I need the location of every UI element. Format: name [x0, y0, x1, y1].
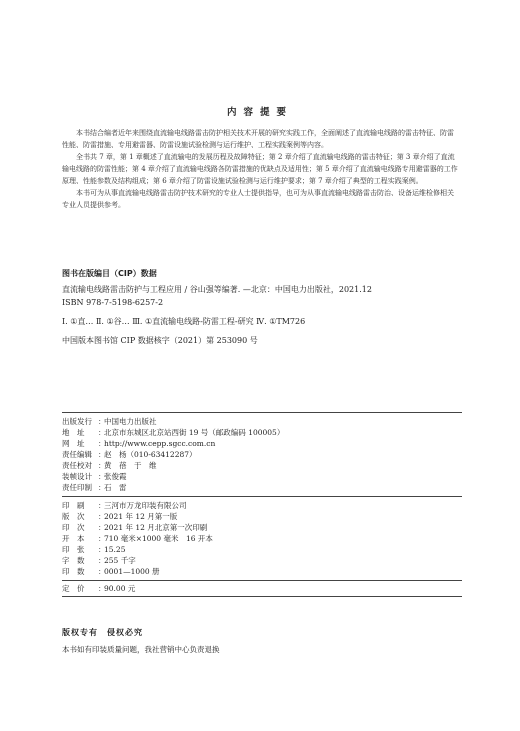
colophon-value: 中国电力出版社 — [104, 417, 157, 426]
colophon-value: http://www.cepp.sgcc.com.cn — [104, 439, 216, 448]
colophon-label: 责任编辑 — [62, 450, 92, 459]
colophon-row: 版 次 ： 2021 年 12 月第一版 — [62, 511, 462, 522]
colophon-value: 2021 年 12 月第一版 — [104, 512, 178, 521]
colophon-row: 定 价 ： 90.00 元 — [62, 583, 462, 594]
colophon-value: 15.25 — [104, 545, 126, 554]
colophon-row: 印 刷 ： 三河市万龙印装有限公司 — [62, 500, 462, 511]
colophon-value: 三河市万龙印装有限公司 — [104, 501, 187, 510]
colophon-value: 255 千字 — [104, 556, 136, 565]
colophon-label: 责任印制 — [62, 483, 92, 492]
abstract-title: 内容提要 — [226, 107, 293, 118]
colophon-value: 90.00 元 — [104, 584, 136, 593]
colophon-label: 印 张 — [62, 545, 85, 554]
abstract-text — [62, 127, 460, 211]
colophon-row: 印 次 ： 2021 年 12 月北京第一次印刷 — [62, 522, 462, 533]
cip-record — [62, 283, 482, 347]
rights-notice-title: 版权专有 侵权必究 — [62, 628, 143, 637]
cip-isbn: ISBN 978-7-5198-6257-2 — [62, 298, 164, 307]
colophon-row: 开 本 ： 710 毫米×1000 毫米 16 开本 — [62, 533, 462, 544]
colophon-label: 印 数 — [62, 567, 85, 576]
divider — [62, 596, 462, 597]
abstract-paragraph: 本书可为从事直流输电线路雷击防护技术研究的专业人士提供指导，也可为从事直流输电线路雷击防治、设备运维检修相关专业人员提供参考。 — [62, 189, 454, 209]
colophon-label: 责任校对 — [62, 461, 92, 470]
colophon-row: 网 址 ： http://www.cepp.sgcc.com.cn — [62, 438, 462, 449]
colophon-row: 出版发行 ： 中国电力出版社 — [62, 416, 462, 427]
colophon-label: 字 数 — [62, 556, 85, 565]
cip-record-number: 中国版本图书馆 CIP 数据核字（2021）第 253090 号 — [62, 336, 258, 345]
colophon-row: 印 数 ： 0001—1000 册 — [62, 566, 462, 577]
colophon-label: 出版发行 — [62, 417, 92, 426]
colophon-row: 字 数 ： 255 千字 — [62, 555, 462, 566]
colophon-row: 装帧设计 ： 张俊霞 — [62, 471, 462, 482]
colophon-value: 赵 杨（010-63412287） — [104, 450, 197, 459]
abstract-paragraph: 本书结合编者近年来围绕直流输电线路雷击防护相关技术开展的研究实践工作，全面阐述了直流输电线路的雷击特征、防雷性能、防雷措施、专用避雷器、防雷设施试验检测与运行维护、工程实践案例等内容。 — [62, 129, 454, 149]
colophon-row: 印 张 ： 15.25 — [62, 544, 462, 555]
cip-title: 图书在版编目（CIP）数据 — [62, 269, 157, 278]
price-group — [62, 581, 462, 596]
colophon-value: 710 毫米×1000 毫米 16 开本 — [104, 534, 213, 543]
colophon-value: 2021 年 12 月北京第一次印刷 — [104, 523, 208, 532]
colophon-label: 定 价 — [62, 584, 85, 593]
publisher-group — [62, 413, 462, 496]
colophon-table — [62, 412, 462, 597]
rights-notice-text: 本书如有印装质量问题，我社营销中心负责退换 — [62, 645, 220, 654]
colophon-label: 印 次 — [62, 523, 85, 532]
colophon-value: 0001—1000 册 — [104, 567, 160, 576]
abstract-paragraph: 全书共 7 章，第 1 章概述了直流输电的发展历程及故障特征；第 2 章介绍了直流输电线路的雷击特征；第 3 章介绍了直流输电线路的防雷性能；第 4 章介绍了直流输电线路各防雷措施的优缺点及适用性；第 5 章介绍了直流输电线路专用避雷器的工作原理、性能参数及结构组成；第 6 章介绍了防雷设施试验检测与运行维护要求；第 7 章介绍了典型的工程实践案例。 — [62, 153, 458, 185]
colophon-value: 张俊霞 — [104, 472, 127, 481]
colophon-label: 开 本 — [62, 534, 85, 543]
colophon-label: 装帧设计 — [62, 472, 92, 481]
colophon-row: 责任编辑 ： 赵 杨（010-63412287） — [62, 449, 462, 460]
colophon-row: 责任印制 ： 石 雷 — [62, 482, 462, 493]
cip-book-line: 直流输电线路雷击防护与工程应用 / 谷山强等编著. —北京：中国电力出版社，2021.12 — [62, 285, 372, 294]
colophon-label: 印 刷 — [62, 501, 85, 510]
colophon-label: 网 址 — [62, 439, 85, 448]
colophon-label: 地 址 — [62, 428, 85, 437]
cip-classification: Ⅰ. ①直… Ⅱ. ①谷… Ⅲ. ①直流输电线路-防雷工程-研究 Ⅳ. ①TM726 — [62, 317, 306, 326]
colophon-row: 地 址 ： 北京市东城区北京站西街 19 号（邮政编码 100005） — [62, 427, 462, 438]
colophon-value: 北京市东城区北京站西街 19 号（邮政编码 100005） — [104, 428, 285, 437]
colophon-value: 黄 蓓 于 维 — [104, 461, 157, 470]
printing-group — [62, 497, 462, 580]
colophon-row: 责任校对 ： 黄 蓓 于 维 — [62, 460, 462, 471]
colophon-value: 石 雷 — [104, 483, 127, 492]
colophon-label: 版 次 — [62, 512, 85, 521]
